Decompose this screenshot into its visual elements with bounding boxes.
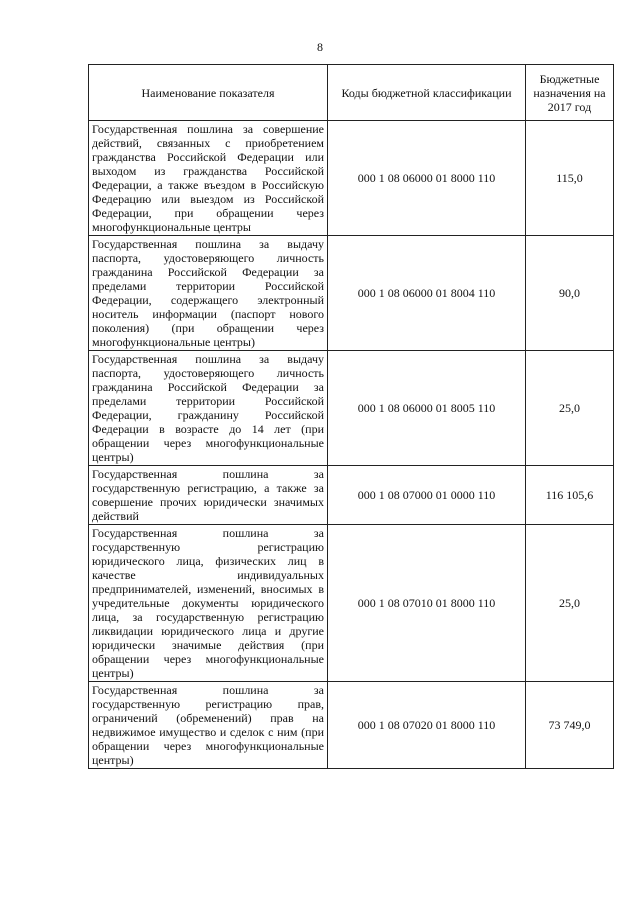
classification-code-cell: 000 1 08 07020 01 8000 110 bbox=[328, 682, 526, 769]
indicator-name-cell: Государственная пошлина за выдачу паспорта, удостоверяющего личность гражданина Российской Федерации за пределами территории Российской Федерации, содержащего электронный носитель информации (паспорт нового поколения) (при обращении через многофункциональные центры) bbox=[89, 236, 328, 351]
table-row bbox=[89, 351, 614, 466]
budget-amount-cell: 116 105,6 bbox=[526, 466, 614, 525]
indicator-name-cell: Государственная пошлина за совершение действий, связанных с приобретением гражданства Российской Федерации или выходом из гражданства Российской Федерации, а также въездом в Российскую Федерацию или выездом из Российской Федерации, при обращении через многофункциональные центры bbox=[89, 121, 328, 236]
budget-amount-cell: 90,0 bbox=[526, 236, 614, 351]
header-classification-code: Коды бюджетной классификации bbox=[328, 65, 526, 121]
classification-code-cell: 000 1 08 06000 01 8005 110 bbox=[328, 351, 526, 466]
table-row bbox=[89, 121, 614, 236]
indicator-name-cell: Государственная пошлина за выдачу паспорта, удостоверяющего личность гражданина Российской Федерации за пределами территории Российской Федерации, гражданину Российской Федерации в возрасте до 14 лет (при обращении через многофункциональные центры) bbox=[89, 351, 328, 466]
page-number: 8 bbox=[317, 40, 323, 54]
indicator-name-cell: Государственная пошлина за государственную регистрацию прав, ограничений (обременений) прав на недвижимое имущество и сделок с ним (при обращении через многофункциональные центры) bbox=[89, 682, 328, 769]
table-row bbox=[89, 236, 614, 351]
table-row bbox=[89, 525, 614, 682]
indicator-name-cell: Государственная пошлина за государственную регистрацию, а также за совершение прочих юридически значимых действий bbox=[89, 466, 328, 525]
header-indicator-name: Наименование показателя bbox=[89, 65, 328, 121]
table-row bbox=[89, 682, 614, 769]
classification-code-cell: 000 1 08 06000 01 8004 110 bbox=[328, 236, 526, 351]
budget-table bbox=[88, 64, 614, 769]
budget-amount-cell: 115,0 bbox=[526, 121, 614, 236]
header-budget-amount: Бюджетные назначения на 2017 год bbox=[526, 65, 614, 121]
indicator-name-cell: Государственная пошлина за государственную регистрацию юридического лица, физических лиц в качестве индивидуальных предпринимателей, изменений, вносимых в учредительные документы юридического лица, за государственную регистрацию ликвидации юридического лица и другие юридически значимые действия (при обращении через многофункциональные центры) bbox=[89, 525, 328, 682]
budget-amount-cell: 25,0 bbox=[526, 525, 614, 682]
table-header-row bbox=[89, 65, 614, 121]
budget-amount-cell: 25,0 bbox=[526, 351, 614, 466]
classification-code-cell: 000 1 08 06000 01 8000 110 bbox=[328, 121, 526, 236]
classification-code-cell: 000 1 08 07010 01 8000 110 bbox=[328, 525, 526, 682]
budget-amount-cell: 73 749,0 bbox=[526, 682, 614, 769]
classification-code-cell: 000 1 08 07000 01 0000 110 bbox=[328, 466, 526, 525]
table-row bbox=[89, 466, 614, 525]
